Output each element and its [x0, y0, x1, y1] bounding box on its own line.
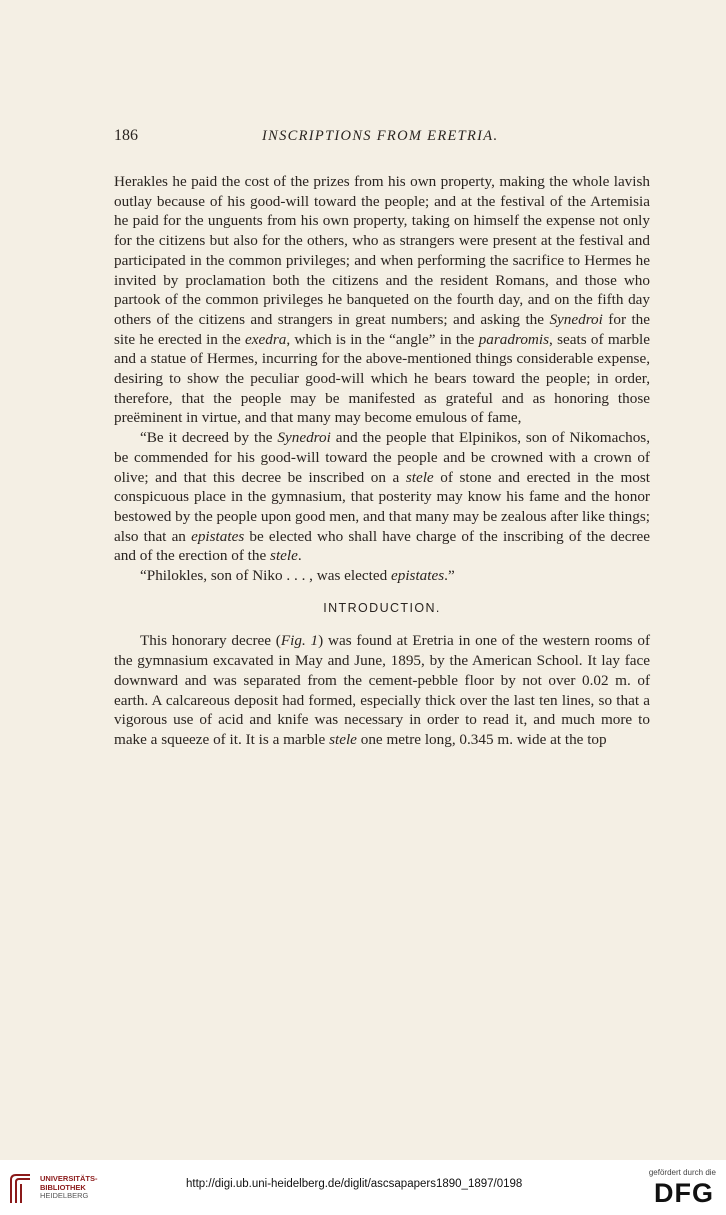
body-text	[114, 172, 650, 750]
section-heading: INTRODUCTION.	[323, 600, 441, 615]
paragraph: “Be it decreed by the Synedroi and the people that Elpinikos, son of Nikomachos, be commended for his good-will toward the people and be crowned with a crown of olive; and that this decree be inscribed on a stele of stone and erected in the most conspicuous place in the gymnasium, that posterity may know his fame and the honor bestowed by the people upon good men, and that many may be zealous after like things; also that an epistates be elected who shall have charge of the inscribing of the decree and of the erection of the stele.	[114, 429, 650, 565]
dfg-logo: DFG	[654, 1178, 714, 1208]
funded-by-label: gefördert durch die	[648, 1168, 716, 1177]
footer-bar	[0, 1160, 726, 1215]
paragraph: This honorary decree (Fig. 1) was found at Eretria in one of the western rooms of the gymnasium excavated in May and June, 1895, by the American School. It lay face downward and was separated from the cement-pebble floor by not over 0.02 m. of earth. A calcareous deposit had formed, especially thick over the last ten lines, so that a vigorous use of acid and knife was necessary in order to read it, and much more to make a squeeze of it. It is a marble stele one metre long, 0.345 m. wide at the top	[114, 632, 651, 748]
paragraph: “Philokles, son of Niko . . . , was elected epistates.”	[140, 567, 455, 585]
paragraph: Herakles he paid the cost of the prizes from his own property, making the whole lavish outlay because of his good-will toward the people; and at the festival of the Artemisia he paid for the unguents from his own property, taking on himself the expense not only for the citizens but also for the others, who as strangers were present at the festival and participated in the common privileges; and when performing the sacrifice to Hermes he invited by proclamation both the citizens and the resident Romans, and those who partook of the common privileges he banqueted on the fourth day, and on the fifth day others of the citizens and strangers in great numbers; and asking the Synedroi for the site he erected in the exedra, which is in the “angle” in the paradromis, seats of marble and a statue of Hermes, incurring for the above-mentioned things considerable expense, desiring to show the peculiar good-will which he bears toward the people; in order, therefore, that the people may be manifested as grateful and as honoring those preëminent in virtue, and that many may become emulous of fame,	[114, 173, 650, 427]
page-header	[114, 127, 654, 149]
university-library-logo-icon	[8, 1172, 36, 1206]
university-library-name: UNIVERSITÄTS- BIBLIOTHEK HEIDELBERG	[40, 1174, 98, 1200]
page-number: 186	[114, 127, 138, 144]
permalink-url[interactable]: http://digi.ub.uni-heidelberg.de/diglit/ascsapapers1890_1897/0198	[186, 1178, 523, 1190]
running-title: INSCRIPTIONS FROM ERETRIA.	[262, 128, 499, 144]
